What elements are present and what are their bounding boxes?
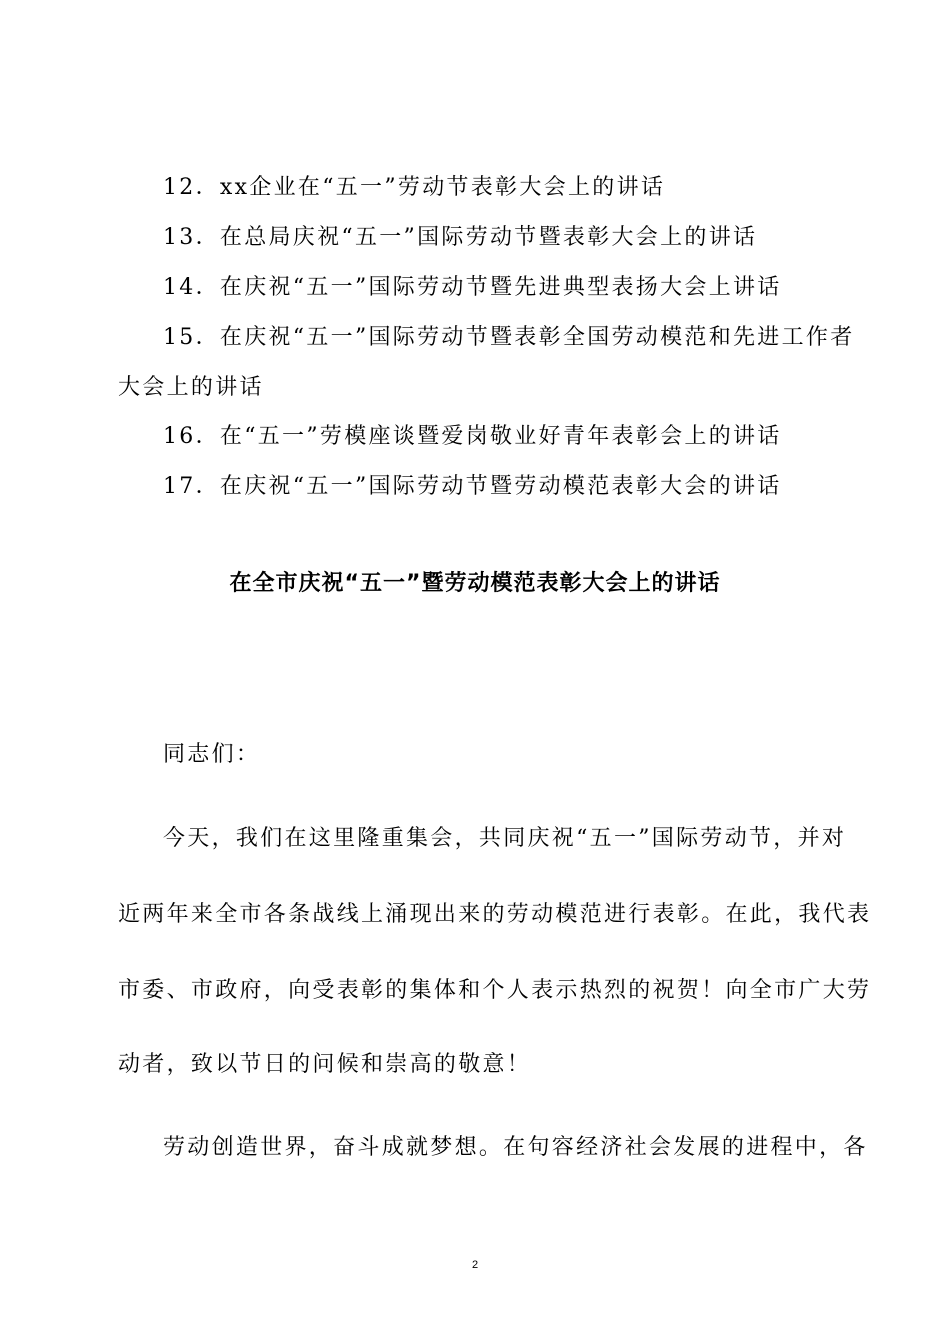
toc-item-12: 12．xx企业在“五一”劳动节表彰大会上的讲话 [163, 175, 666, 200]
body-line-4: 动者，致以节日的问候和崇高的敬意！ [118, 1052, 532, 1077]
toc-item-14: 14．在庆祝“五一”国际劳动节暨先进典型表扬大会上讲话 [163, 275, 782, 300]
salutation: 同志们： [163, 742, 261, 767]
toc-item-15: 15．在庆祝“五一”国际劳动节暨表彰全国劳动模范和先进工作者 [163, 325, 855, 350]
body-line-3: 市委、市政府，向受表彰的集体和个人表示热烈的祝贺！向全市广大劳 [118, 978, 872, 1003]
toc-item-16: 16．在“五一”劳模座谈暨爱岗敬业好青年表彰会上的讲话 [163, 424, 782, 449]
toc-item-13: 13．在总局庆祝“五一”国际劳动节暨表彰大会上的讲话 [163, 225, 758, 250]
toc-item-17: 17．在庆祝“五一”国际劳动节暨劳动模范表彰大会的讲话 [163, 474, 782, 499]
speech-title: 在全市庆祝“五一”暨劳动模范表彰大会上的讲话 [229, 571, 721, 596]
body-line-2: 近两年来全市各条战线上涌现出来的劳动模范进行表彰。在此，我代表 [118, 902, 872, 927]
page-number: 2 [471, 1259, 479, 1271]
toc-item-15-continued: 大会上的讲话 [118, 375, 264, 400]
body-line-5: 劳动创造世界，奋斗成就梦想。在句容经济社会发展的进程中，各 [163, 1135, 868, 1160]
body-line-1: 今天，我们在这里隆重集会，共同庆祝“五一”国际劳动节，并对 [163, 826, 847, 851]
